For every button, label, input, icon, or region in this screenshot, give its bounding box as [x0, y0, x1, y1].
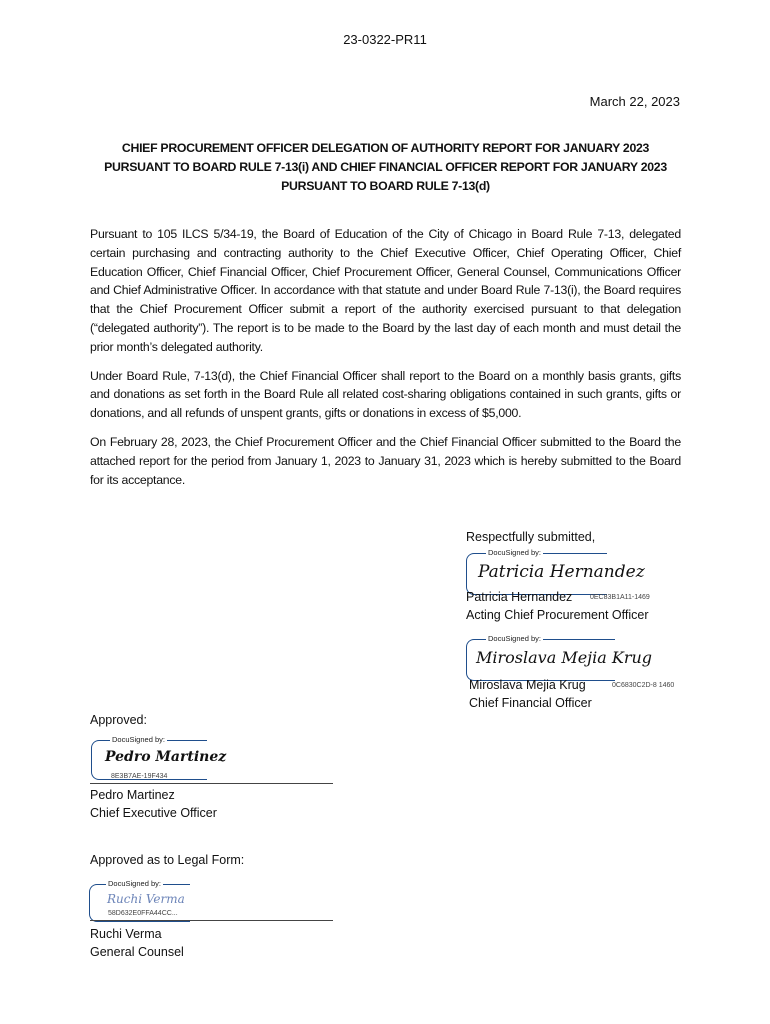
- approver-name: Ruchi Verma: [90, 927, 162, 941]
- respectfully-submitted: Respectfully submitted,: [466, 530, 596, 544]
- docusign-id: 8E3B7AE-19F434: [111, 773, 168, 780]
- signature-image: Pedro Martinez: [105, 749, 227, 765]
- signature-image: Miroslava Mejia Krug: [476, 648, 653, 667]
- docusign-id: 0C6830C2D-8 1460: [612, 682, 675, 689]
- paragraph-cfo-rule: Under Board Rule, 7-13(d), the Chief Financial Officer shall report to the Board on a monthly basis grants, gifts and donations as set forth in the Board Rule all related cost-sharing obligations contained in such grants, gifts or donations, and all refunds of unspent grants, gifts or donations in excess of $5,000.: [90, 368, 681, 421]
- document-body: [90, 139, 681, 499]
- document-title: CHIEF PROCUREMENT OFFICER DELEGATION OF AUTHORITY REPORT FOR JANUARY 2023 PURSUANT TO BOARD RULE 7-13(i) AND CHIEF FINANCIAL OFFICER REPORT FOR JANUARY 2023 PURSUANT TO BOARD RULE 7-13(d): [104, 141, 667, 193]
- approver-title: General Counsel: [90, 945, 184, 959]
- docusigned-label: DocuSigned by:: [112, 735, 165, 744]
- docusign-id: 58D632E0FFA44CC...: [108, 910, 178, 917]
- document-number: 23-0322-PR11: [343, 32, 427, 47]
- paragraph-submission: On February 28, 2023, the Chief Procurement Officer and the Chief Financial Officer submitted to the Board the attached report for the period from January 1, 2023 to January 31, 2023 which is hereby submitted to the Board for its acceptance.: [90, 434, 681, 487]
- docusigned-label: DocuSigned by:: [488, 548, 541, 557]
- signature-line: [90, 783, 333, 784]
- signer-name: Miroslava Mejia Krug: [469, 678, 586, 692]
- docusigned-label: DocuSigned by:: [108, 879, 161, 888]
- approver-title: Chief Executive Officer: [90, 806, 217, 820]
- signer-name: Patricia Hernandez: [466, 590, 573, 604]
- signer-title: Acting Chief Procurement Officer: [466, 608, 649, 622]
- document-date: March 22, 2023: [589, 94, 680, 109]
- paragraph-delegation: Pursuant to 105 ILCS 5/34-19, the Board of Education of the City of Chicago in Board Rule 7-13, delegated certain purchasing and contracting authority to the Chief Executive Officer, Chief Operating Officer, Chief Education Officer, Chief Financial Officer, Chief Procurement Officer, General Counsel, Communications Officer and Chief Administrative Officer. In accordance with that statute and under Board Rule 7-13(i), the Board requires that the Chief Procurement Officer submit a report of the authority exercised pursuant to that delegation (“delegated authority”). The report is to be made to the Board by the last day of each month and must detail the prior month’s delegated authority.: [90, 227, 681, 354]
- approved-label: Approved:: [90, 713, 147, 727]
- docusigned-label: DocuSigned by:: [488, 634, 541, 643]
- approver-name: Pedro Martinez: [90, 788, 175, 802]
- signer-title: Chief Financial Officer: [469, 696, 592, 710]
- legal-approval-label: Approved as to Legal Form:: [90, 853, 245, 867]
- signature-image: Ruchi Verma: [107, 892, 185, 906]
- signature-line: [90, 920, 333, 921]
- signature-image: Patricia Hernandez: [478, 562, 645, 582]
- docusign-id: 0EC83B1A11-1469: [590, 594, 650, 601]
